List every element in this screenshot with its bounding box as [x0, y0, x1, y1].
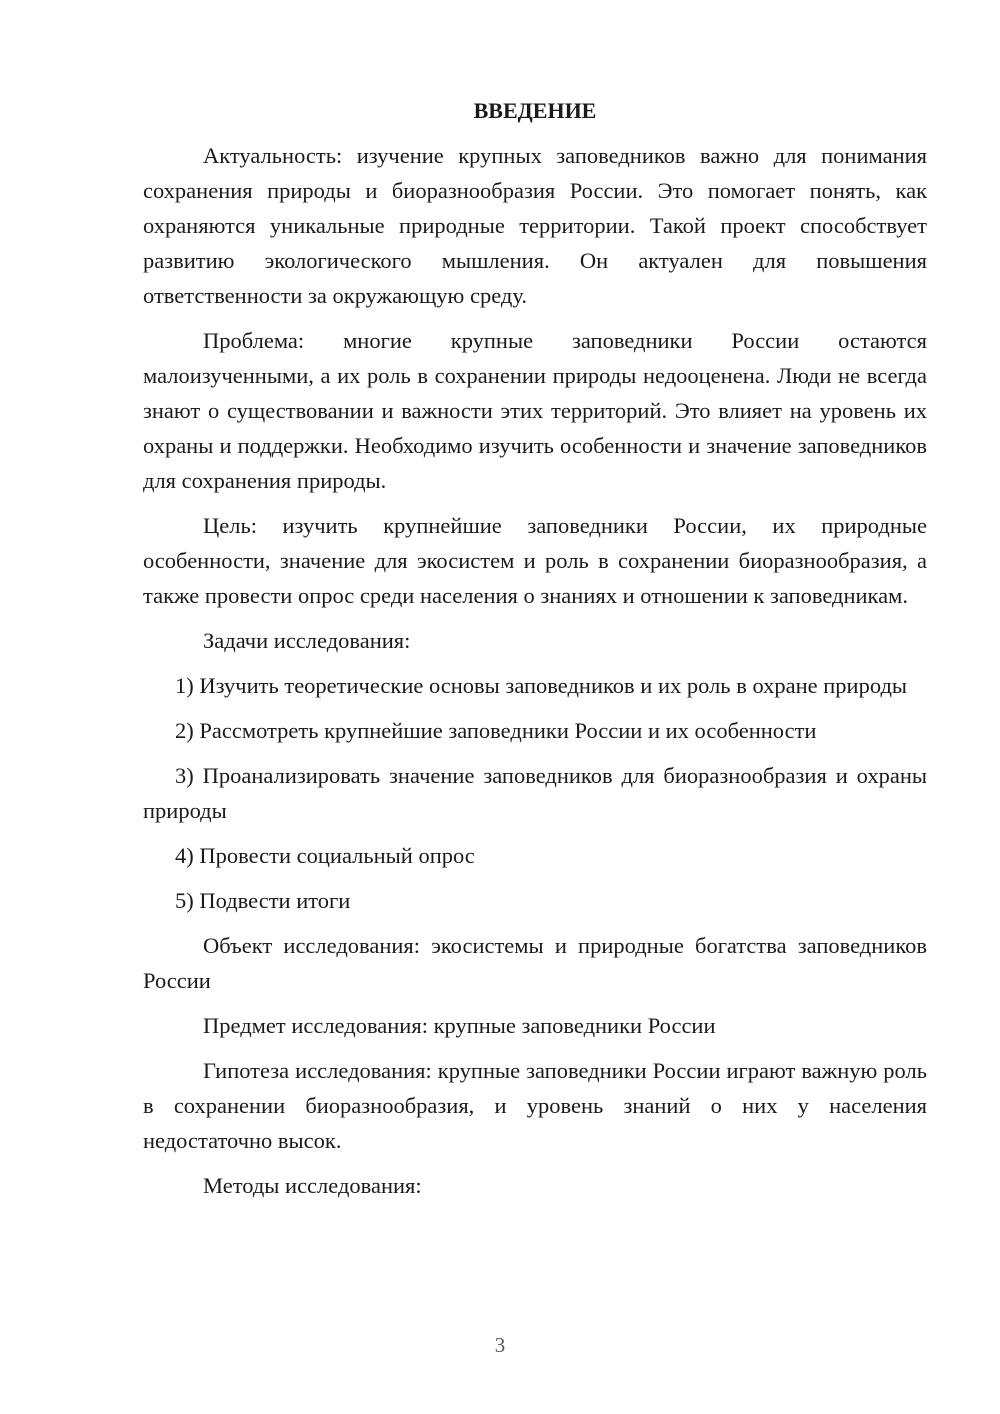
task-item-4: 4) Провести социальный опрос: [175, 843, 475, 868]
task-item-1: 1) Изучить теоретические основы заповедников и их роль в охране природы: [175, 673, 908, 698]
goal-paragraph: Цель: изучить крупнейшие заповедники России, их природные особенности, значение для экосистем и роль в сохранении биоразнообразия, а также провести опрос среди населения о знаниях и отношении к заповедникам.: [143, 513, 927, 608]
task-item-2: 2) Рассмотреть крупнейшие заповедники России и их особенности: [175, 718, 817, 743]
task-item-3: 3) Проанализировать значение заповедников для биоразнообразия и охраны природы: [143, 763, 927, 823]
problem-paragraph: Проблема: многие крупные заповедники России остаются малоизученными, а их роль в сохранении природы недооценена. Люди не всегда знают о существовании и важности этих территорий. Это влияет на уровень их охраны и поддержки. Необходимо изучить особенности и значение заповедников для сохранения природы.: [143, 328, 927, 493]
object-paragraph: Объект исследования: экосистемы и природные богатства заповедников России: [143, 933, 927, 993]
hypothesis-paragraph: Гипотеза исследования: крупные заповедники России играют важную роль в сохранении биоразнообразия, и уровень знаний о них у населения недостаточно высок.: [143, 1058, 927, 1153]
relevance-paragraph: Актуальность: изучение крупных заповедников важно для понимания сохранения природы и биоразнообразия России. Это помогает понять, как охраняются уникальные природные территории. Такой проект способствует развитию экологического мышления. Он актуален для повышения ответственности за окружающую среду.: [143, 143, 927, 308]
section-title: ВВЕДЕНИЕ: [473, 98, 597, 123]
page-number: 3: [494, 1333, 506, 1357]
methods-heading: Методы исследования:: [203, 1173, 422, 1198]
subject-paragraph: Предмет исследования: крупные заповедники России: [203, 1013, 716, 1038]
tasks-heading: Задачи исследования:: [203, 628, 411, 653]
task-item-5: 5) Подвести итоги: [175, 888, 351, 913]
page-content: [143, 96, 927, 1213]
